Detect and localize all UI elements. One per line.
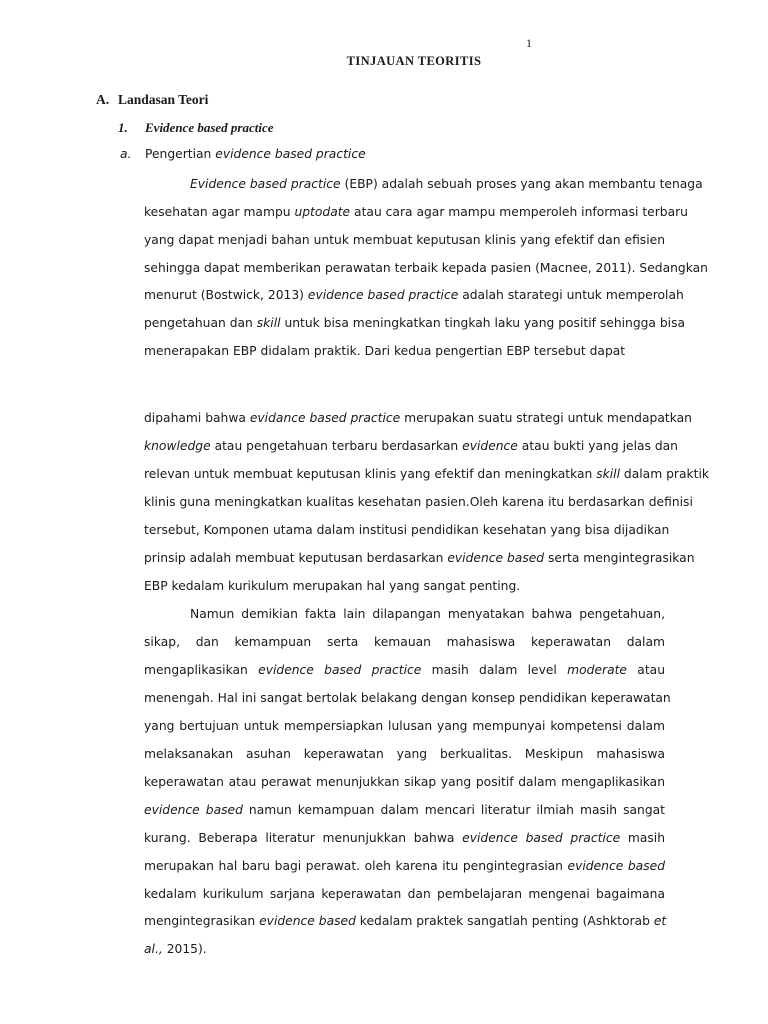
text-segment: merupakan hal baru bagi perawat. oleh karena itu pengintegrasian — [144, 859, 568, 873]
sub-title-italic: evidence based practice — [215, 147, 366, 161]
text-segment: merupakan suatu strategi untuk mendapatkan — [400, 411, 692, 425]
text-segment: Namun demikian fakta lain dilapangan menyatakan bahwa pengetahuan, — [190, 607, 665, 621]
document-title: TINJAUAN TEORITIS — [346, 54, 482, 68]
text-segment: atau cara agar mampu memperoleh informasi terbaru — [350, 205, 688, 219]
text-segment: kedalam kurikulum sarjana keperawatan dan pembelajaran mengenai bagaimana — [144, 887, 665, 901]
text-segment: yang dapat menjadi bahan untuk membuat keputusan klinis yang efektif dan efisien — [144, 233, 665, 247]
subsection-title: Evidence based practice — [145, 120, 274, 135]
section-label: A. — [96, 92, 110, 107]
italic-term: evidance based practice — [249, 411, 401, 425]
text-segment: mengaplikasikan — [144, 663, 259, 677]
text-segment: kesehatan agar mampu — [144, 205, 295, 219]
body-line — [144, 287, 684, 303]
text-segment: EBP kedalam kurikulum merupakan hal yang sangat penting. — [144, 579, 521, 593]
text-segment: serta mengintegrasikan — [544, 551, 695, 565]
italic-term: skill — [256, 316, 281, 330]
text-segment: masih — [620, 831, 665, 845]
text-segment: kedalam praktek sangatlah penting (Ashktorab — [355, 914, 654, 928]
body-line — [144, 550, 695, 566]
text-segment: atau — [627, 663, 665, 677]
italic-term: uptodate — [294, 205, 351, 219]
text-segment: masih dalam level — [421, 663, 568, 677]
text-segment: yang bertujuan untuk mempersiapkan lulusan yang mempunyai kompetensi dalam — [144, 719, 665, 733]
body-line — [144, 774, 665, 790]
body-line — [144, 941, 665, 957]
body-line — [144, 260, 708, 276]
italic-term: evidence based — [447, 551, 545, 565]
body-line — [144, 466, 709, 482]
body-line — [144, 315, 686, 331]
body-line — [144, 718, 665, 734]
body-line — [144, 802, 665, 818]
text-segment: tersebut, Komponen utama dalam institusi pendidikan kesehatan yang bisa dijadikan — [144, 523, 670, 537]
body-line — [144, 690, 671, 706]
body-line — [144, 343, 665, 359]
text-segment: menengah. Hal ini sangat bertolak belakang dengan konsep pendidikan keperawatan — [144, 691, 671, 705]
section-title: Landasan Teori — [118, 92, 209, 107]
text-segment: atau pengetahuan terbaru berdasarkan — [210, 439, 463, 453]
body-line — [144, 522, 670, 538]
sub-heading — [120, 147, 366, 161]
body-line — [144, 886, 665, 902]
text-segment: untuk bisa meningkatkan tingkah laku yang positif sehingga bisa — [280, 316, 686, 330]
text-segment: sikap, dan kemampuan serta kemauan mahasiswa keperawatan dalam — [144, 635, 665, 649]
italic-term: evidence based practice — [258, 663, 422, 677]
section-heading — [96, 92, 208, 108]
text-segment: dipahami bahwa — [144, 411, 250, 425]
sub-title-plain: Pengertian — [145, 147, 216, 161]
text-segment: kurang. Beberapa literatur menunjukkan bahwa — [144, 831, 463, 845]
italic-term: Evidence based practice — [190, 177, 341, 191]
italic-term: evidence based practice — [307, 288, 459, 302]
body-line — [144, 578, 665, 594]
subsection-label: 1. — [118, 120, 128, 135]
italic-term: al., — [144, 942, 163, 956]
text-segment: klinis guna meningkatkan kualitas kesehatan pasien.Oleh karena itu berdasarkan definisi — [144, 495, 693, 509]
italic-term: skill — [596, 467, 621, 481]
body-line — [190, 176, 703, 192]
italic-term: evidence based — [144, 803, 243, 817]
body-line — [144, 494, 693, 510]
body-line — [144, 410, 692, 426]
body-line — [144, 204, 688, 220]
text-segment: sehingga dapat memberikan perawatan terbaik kepada pasien (Macnee, 2011). Sedangkan — [144, 261, 708, 275]
italic-term: knowledge — [144, 439, 211, 453]
body-line — [144, 830, 665, 846]
text-segment: prinsip adalah membuat keputusan berdasarkan — [144, 551, 448, 565]
italic-term: evidence — [462, 439, 518, 453]
italic-term: evidence based — [259, 914, 356, 928]
body-line — [144, 913, 665, 929]
text-segment: atau bukti yang jelas dan — [517, 439, 678, 453]
sub-label: a. — [120, 147, 132, 161]
body-line — [144, 438, 678, 454]
body-line — [144, 746, 665, 762]
text-segment: adalah starategi untuk memperolah — [458, 288, 684, 302]
body-line — [144, 634, 665, 650]
text-segment: mengintegrasikan — [144, 914, 260, 928]
text-segment: menurut (Bostwick, 2013) — [144, 288, 308, 302]
text-segment: relevan untuk membuat keputusan klinis yang efektif dan meningkatkan — [144, 467, 597, 481]
italic-term: evidence based practice — [462, 831, 621, 845]
text-segment: namun kemampuan dalam mencari literatur ilmiah masih sangat — [242, 803, 666, 817]
body-line — [144, 662, 665, 678]
text-segment: melaksanakan asuhan keperawatan yang berkualitas. Meskipun mahasiswa — [144, 747, 665, 761]
text-segment: menerapakan EBP didalam praktik. Dari kedua pengertian EBP tersebut dapat — [144, 344, 626, 358]
italic-term: et — [653, 914, 667, 928]
italic-term: evidence based — [567, 859, 665, 873]
text-segment: keperawatan atau perawat menunjukkan sikap yang positif dalam mengaplikasikan — [144, 775, 665, 789]
italic-term: moderate — [567, 663, 627, 677]
text-segment: pengetahuan dan — [144, 316, 257, 330]
page-number: 1 — [526, 36, 532, 50]
body-line — [190, 606, 665, 622]
body-line — [144, 232, 665, 248]
text-segment: dalam praktik — [620, 467, 709, 481]
subsection-heading — [118, 120, 274, 136]
text-segment: 2015). — [162, 942, 207, 956]
text-segment: (EBP) adalah sebuah proses yang akan membantu tenaga — [340, 177, 703, 191]
body-line — [144, 858, 665, 874]
